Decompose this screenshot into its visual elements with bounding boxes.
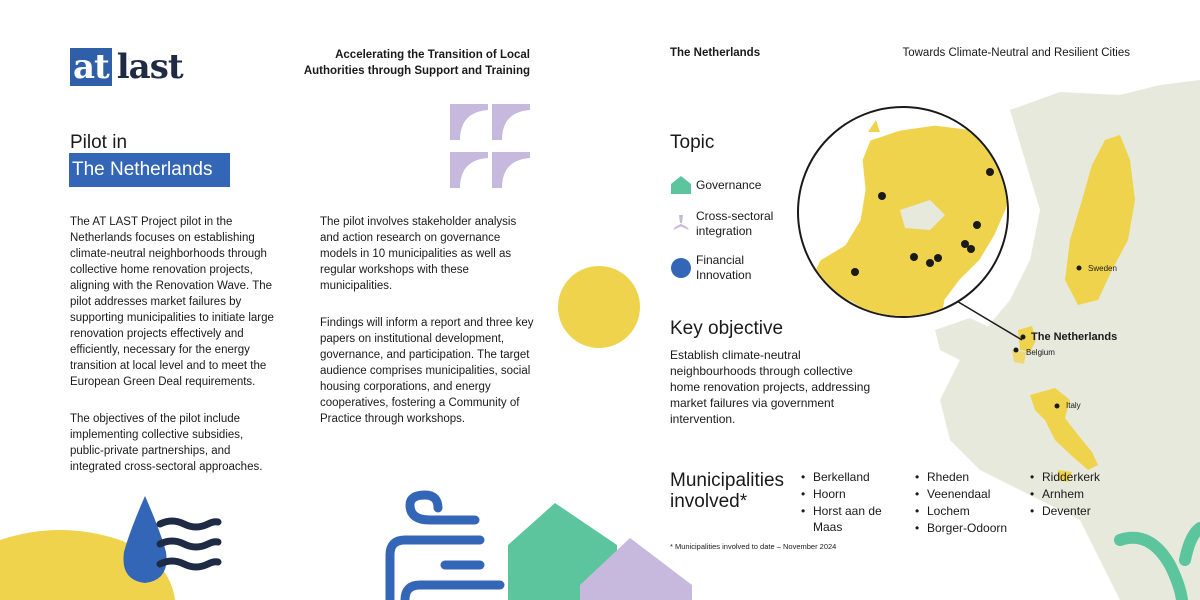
house-icon: [670, 174, 692, 196]
yellow-circle: [558, 266, 640, 348]
topic-label: Governance: [696, 177, 762, 192]
list-item: • Hoorn: [801, 486, 901, 502]
pilot-country-badge: The Netherlands: [69, 153, 230, 187]
key-objective-text: Establish climate-neutral neighbourhoods through collective home renovation projects, addressing market failures via government intervention.: [670, 348, 871, 426]
wave-lines: [160, 521, 218, 567]
wind-shape: [390, 495, 500, 600]
circle-icon: [670, 257, 692, 279]
list-item: • Lochem: [915, 503, 1025, 519]
topic-label: Financial Innovation: [696, 253, 752, 282]
topic-title: Topic: [670, 132, 715, 153]
logo-text: last: [116, 47, 183, 87]
list-item: • Ridderkerk: [1030, 469, 1140, 485]
list-item: • Berkelland: [801, 469, 901, 485]
list-item: • Arnhem: [1030, 486, 1140, 502]
list-item: • Veenendaal: [915, 486, 1025, 502]
pilot-label: Pilot in: [70, 132, 128, 153]
header-country: The Netherlands: [670, 47, 761, 59]
quote-shape: [450, 104, 530, 188]
logo: [70, 48, 183, 86]
map-label-sweden: Sweden: [1088, 264, 1117, 273]
municipalities-col-3: [1030, 469, 1140, 520]
topic-governance: [670, 174, 761, 196]
objectives-paragraph: The objectives of the pilot include implementing collective subsidies, public-private partnerships, and integrated cross-sectoral approaches.: [70, 413, 263, 473]
header-tagline: Towards Climate-Neutral and Resilient Cities: [902, 47, 1130, 59]
municipalities-col-1: [801, 469, 901, 536]
map-label-belgium: Belgium: [1026, 348, 1055, 357]
intro-paragraph: The AT LAST Project pilot in the Netherlands focuses on establishing climate-neutral neighborhoods through collective home renovation projects, aligning with the Renovation Wave. The pilot addresses market failures by supporting municipalities to initiate large renovation projects effectively and efficiently, necessary for the energy transition at local level and to meet the European Green Deal requirements.: [70, 216, 274, 388]
header-subtitle: Accelerating the Transition of Local Authorities through Support and Training: [303, 49, 530, 77]
method-paragraph: The pilot involves stakeholder analysis and action research on governance models in 10 municipalities as well as regular workshops with these municipalities.: [320, 216, 517, 292]
map-label-netherlands: The Netherlands: [1031, 331, 1118, 343]
list-item: • Borger-Odoorn: [915, 520, 1025, 536]
findings-paragraph: Findings will inform a report and three key papers on institutional development, governance, and participation. The target audience comprises municipalities, social housing corporations, and energy cooperatives, fostering a Community of Practice through workshops.: [320, 317, 534, 425]
footnote: * Municipalities involved to date – November 2024: [670, 542, 837, 551]
water-drop: [123, 496, 166, 583]
logo-mark: at: [70, 48, 112, 86]
key-objective-title: Key objective: [670, 318, 784, 339]
municipalities-title: Municipalities involved*: [670, 470, 785, 512]
list-item: • Rheden: [915, 469, 1025, 485]
tri-icon: [670, 213, 692, 235]
map-label-italy: Italy: [1066, 401, 1081, 410]
list-item: • Deventer: [1030, 503, 1140, 519]
municipalities-col-2: [915, 469, 1025, 537]
topic-financial: [670, 253, 766, 283]
topic-cross-sectoral: [670, 209, 786, 239]
topic-label: Cross-sectoral integration: [696, 209, 774, 238]
list-item: • Horst aan de Maas: [801, 503, 901, 535]
